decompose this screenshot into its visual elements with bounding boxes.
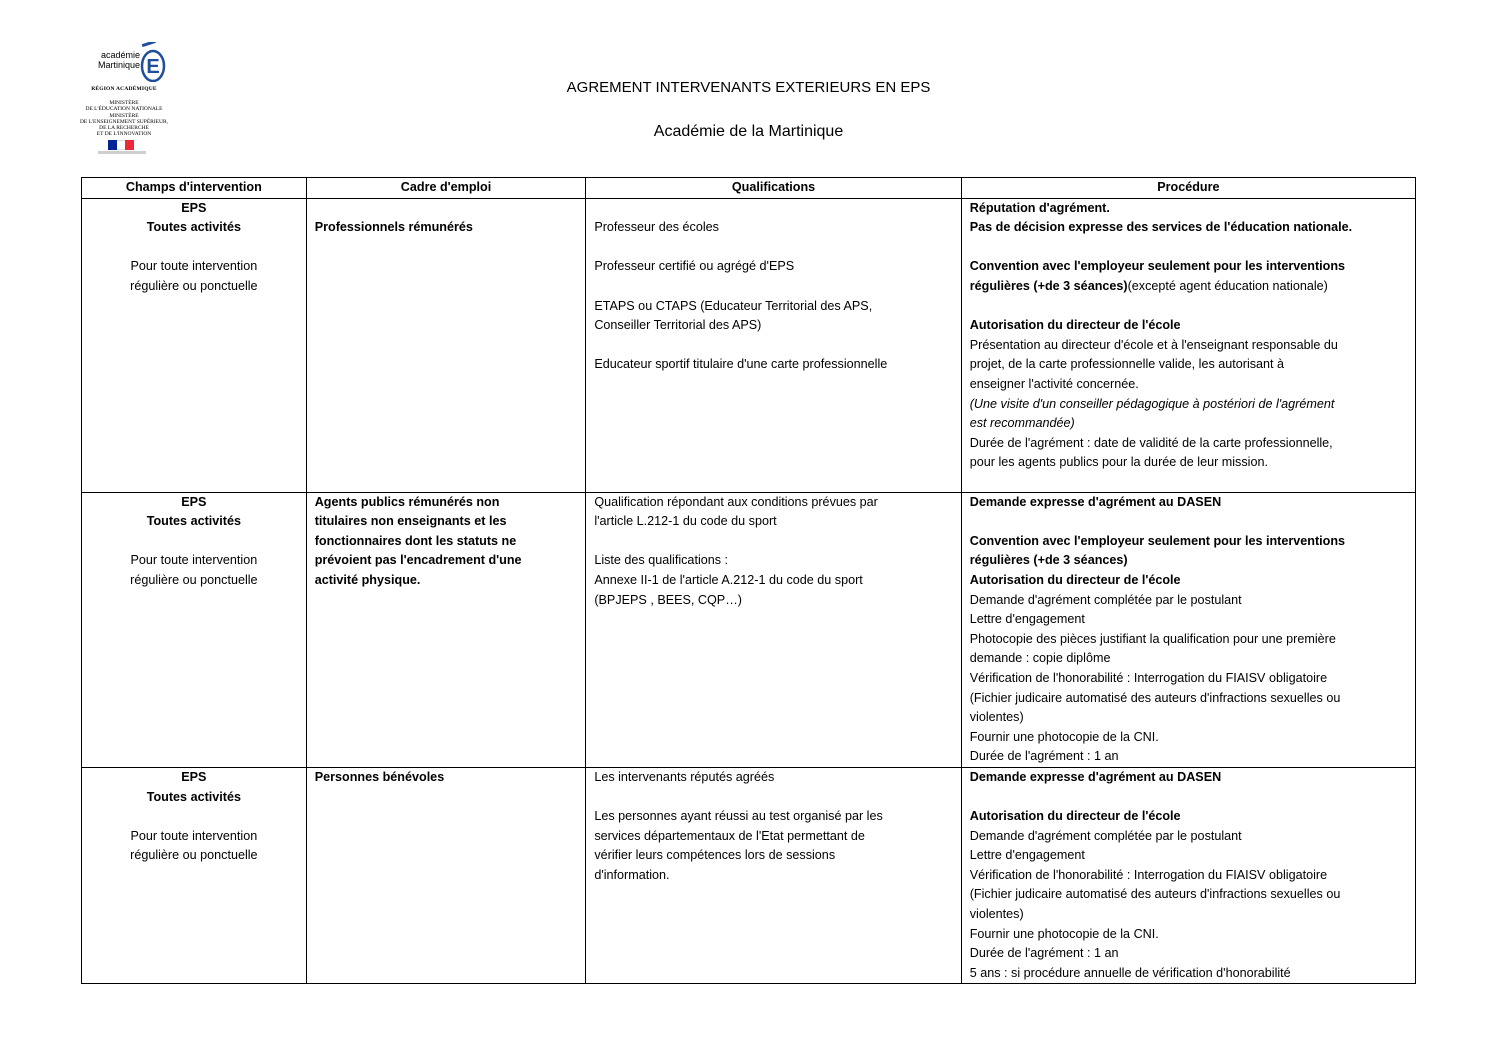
champs-line: Toutes activités — [146, 514, 241, 529]
cell-procedure — [961, 767, 1415, 984]
procedure-line: Convention avec l'employeur seulement pour les interventions — [969, 533, 1346, 548]
qualification-line: vérifier leurs compétences lors de sessions — [594, 848, 836, 863]
procedure-line: Vérification de l'honorabilité : Interrogation du FIAISV obligatoire — [969, 867, 1328, 882]
logo-line-martinique: Martinique — [97, 60, 140, 70]
procedure-line: Autorisation du directeur de l'école — [969, 572, 1181, 587]
champs-line — [90, 532, 298, 552]
header-qualifications: Qualifications — [586, 178, 961, 199]
champs-line — [90, 238, 298, 258]
procedure-line: demande : copie diplôme — [969, 651, 1111, 666]
procedure-line-suffix: (excepté agent éducation nationale) — [1127, 278, 1328, 293]
cadre-line: activité physique. — [314, 572, 421, 587]
procedure-line: Photocopie des pièces justifiant la qualification pour une première — [969, 631, 1336, 646]
procedure-line: Fournir une photocopie de la CNI. — [969, 729, 1159, 744]
motto-bar — [98, 151, 146, 154]
procedure-line: régulières (+de 3 séances) — [969, 553, 1128, 568]
procedure-line: Demande expresse d'agrément au DASEN — [969, 769, 1222, 784]
qualification-line: Professeur certifié ou agrégé d'EPS — [594, 259, 795, 274]
procedure-line — [970, 297, 1407, 317]
cell-cadre — [306, 492, 586, 767]
cell-procedure — [961, 198, 1415, 492]
svg-text:E: E — [146, 56, 160, 78]
champs-line: EPS — [181, 769, 207, 784]
champs-line: EPS — [181, 494, 207, 509]
cell-cadre — [306, 198, 586, 492]
procedure-line: (Une visite d'un conseiller pédagogique à postériori de l'agrément — [969, 396, 1335, 411]
procedure-line: Lettre d'engagement — [969, 612, 1085, 627]
champs-line: régulière ou ponctuelle — [130, 278, 258, 293]
champs-line: Toutes activités — [146, 220, 241, 235]
table-row — [82, 767, 1416, 984]
qualification-line — [594, 532, 952, 552]
table-body — [82, 198, 1416, 984]
cell-champs — [82, 198, 307, 492]
champs-line: EPS — [181, 200, 207, 215]
qualification-line: d'information. — [594, 867, 670, 882]
procedure-line: Demande d'agrément complétée par le postulant — [969, 592, 1242, 607]
procedure-line: régulières (+de 3 séances)(excepté agent éducation nationale) — [969, 278, 1328, 293]
procedure-line: pour les agents publics pour la durée de leur mission. — [969, 455, 1268, 470]
qualification-line: Professeur des écoles — [594, 220, 719, 235]
agrement-table — [81, 177, 1416, 984]
procedure-line: Autorisation du directeur de l'école — [969, 809, 1181, 824]
table-row — [82, 492, 1416, 767]
procedure-line: Demande d'agrément complétée par le postulant — [969, 828, 1242, 843]
cell-champs — [82, 492, 307, 767]
procedure-line — [970, 238, 1407, 258]
qualification-line: Les personnes ayant réussi au test organisé par les — [594, 809, 883, 824]
ministry-line: ET DE L'INNOVATION — [96, 131, 152, 138]
header-procedure: Procédure — [961, 178, 1415, 199]
procedure-line: enseigner l'activité concernée. — [969, 376, 1139, 391]
table-row — [82, 198, 1416, 492]
procedure-line: Pas de décision expresse des services de l'éducation nationale. — [969, 220, 1353, 235]
qualification-line: Qualification répondant aux conditions prévues par — [594, 494, 878, 509]
ministry-line: DE L'ENSEIGNEMENT SUPÉRIEUR, — [79, 118, 169, 125]
cell-champs — [82, 767, 307, 984]
procedure-line: est recommandée) — [969, 416, 1075, 431]
qualification-line — [594, 199, 952, 219]
qualification-line — [594, 277, 952, 297]
champs-line: régulière ou ponctuelle — [130, 572, 258, 587]
procedure-line: Demande expresse d'agrément au DASEN — [969, 494, 1222, 509]
ministry-line: MINISTÈRE — [109, 112, 139, 119]
champs-line: Pour toute intervention — [130, 259, 258, 274]
cadre-line: titulaires non enseignants et les — [314, 514, 507, 529]
procedure-line: Présentation au directeur d'école et à l'enseignant responsable du — [969, 337, 1338, 352]
cadre-line: Personnes bénévoles — [314, 769, 445, 784]
champs-line: Pour toute intervention — [130, 828, 258, 843]
header-champs: Champs d'intervention — [82, 178, 307, 199]
header-cadre: Cadre d'emploi — [306, 178, 586, 199]
cell-qualifications — [586, 198, 961, 492]
cadre-line: Professionnels rémunérés — [314, 220, 473, 235]
procedure-line: Vérification de l'honorabilité : Interrogation du FIAISV obligatoire — [969, 670, 1328, 685]
cell-procedure — [961, 492, 1415, 767]
ministry-line: DE L'ÉDUCATION NATIONALE — [85, 106, 163, 113]
procedure-line — [970, 512, 1407, 532]
ministry-line: MINISTÈRE — [109, 100, 139, 106]
procedure-line: Durée de l'agrément : date de validité de la carte professionnelle, — [969, 435, 1333, 450]
procedure-line: Autorisation du directeur de l'école — [969, 318, 1181, 333]
document-title: AGREMENT INTERVENANTS EXTERIEURS EN EPS — [566, 79, 931, 96]
procedure-line: Lettre d'engagement — [969, 848, 1085, 863]
cell-qualifications — [586, 767, 961, 984]
procedure-line: Durée de l'agrément : 1 an — [969, 946, 1119, 961]
qualification-line: Les intervenants réputés agréés — [594, 769, 775, 784]
cell-qualifications — [586, 492, 961, 767]
champs-line — [90, 807, 298, 827]
champs-line: Pour toute intervention — [130, 553, 258, 568]
cadre-line: prévoient pas l'encadrement d'une — [314, 553, 522, 568]
logo-line-academie: académie — [100, 50, 140, 60]
qualification-line: Annexe II-1 de l'article A.212-1 du code du sport — [594, 572, 863, 587]
document-subtitle: Académie de la Martinique — [653, 123, 844, 140]
qualification-line — [594, 238, 952, 258]
logo-region: RÉGION ACADÉMIQUE — [91, 86, 157, 92]
procedure-line: (Fichier judicaire automatisé des auteurs d'infractions sexuelles ou — [969, 690, 1341, 705]
qualification-line — [594, 336, 952, 356]
procedure-line: projet, de la carte professionnelle valide, les autorisant à — [969, 357, 1285, 372]
qualification-line: services départementaux de l'Etat permettant de — [594, 828, 865, 843]
procedure-line — [970, 788, 1407, 808]
qualification-line: l'article L.212-1 du code du sport — [594, 514, 777, 529]
champs-line: Toutes activités — [146, 789, 241, 804]
cell-cadre — [306, 767, 586, 984]
qualification-line: ETAPS ou CTAPS (Educateur Territorial des APS, — [594, 298, 873, 313]
cadre-line — [315, 199, 578, 219]
qualification-line: (BPJEPS , BEES, CQP…) — [594, 592, 742, 607]
cadre-line: fonctionnaires dont les statuts ne — [314, 533, 517, 548]
qualification-line — [594, 788, 952, 808]
academie-e-icon — [140, 42, 166, 82]
procedure-line: violentes) — [969, 710, 1024, 725]
cadre-line: Agents publics rémunérés non — [314, 494, 500, 509]
procedure-line: Convention avec l'employeur seulement pour les interventions — [969, 259, 1346, 274]
qualification-line: Educateur sportif titulaire d'une carte professionnelle — [594, 357, 888, 372]
champs-line: régulière ou ponctuelle — [130, 848, 258, 863]
procedure-line: 5 ans : si procédure annuelle de vérification d'honorabilité — [969, 965, 1291, 980]
procedure-line: violentes) — [969, 907, 1024, 922]
procedure-line: (Fichier judicaire automatisé des auteurs d'infractions sexuelles ou — [969, 887, 1341, 902]
procedure-line: Réputation d'agrément. — [969, 200, 1110, 215]
procedure-line: Durée de l'agrément : 1 an — [969, 749, 1119, 764]
qualification-line: Conseiller Territorial des APS) — [594, 318, 762, 333]
procedure-line: Fournir une photocopie de la CNI. — [969, 926, 1159, 941]
ministry-line: DE LA RECHERCHE — [99, 125, 149, 132]
academie-logo — [78, 40, 170, 160]
table-header-row — [82, 178, 1416, 199]
qualification-line: Liste des qualifications : — [594, 553, 729, 568]
french-flag-icon — [108, 140, 134, 150]
